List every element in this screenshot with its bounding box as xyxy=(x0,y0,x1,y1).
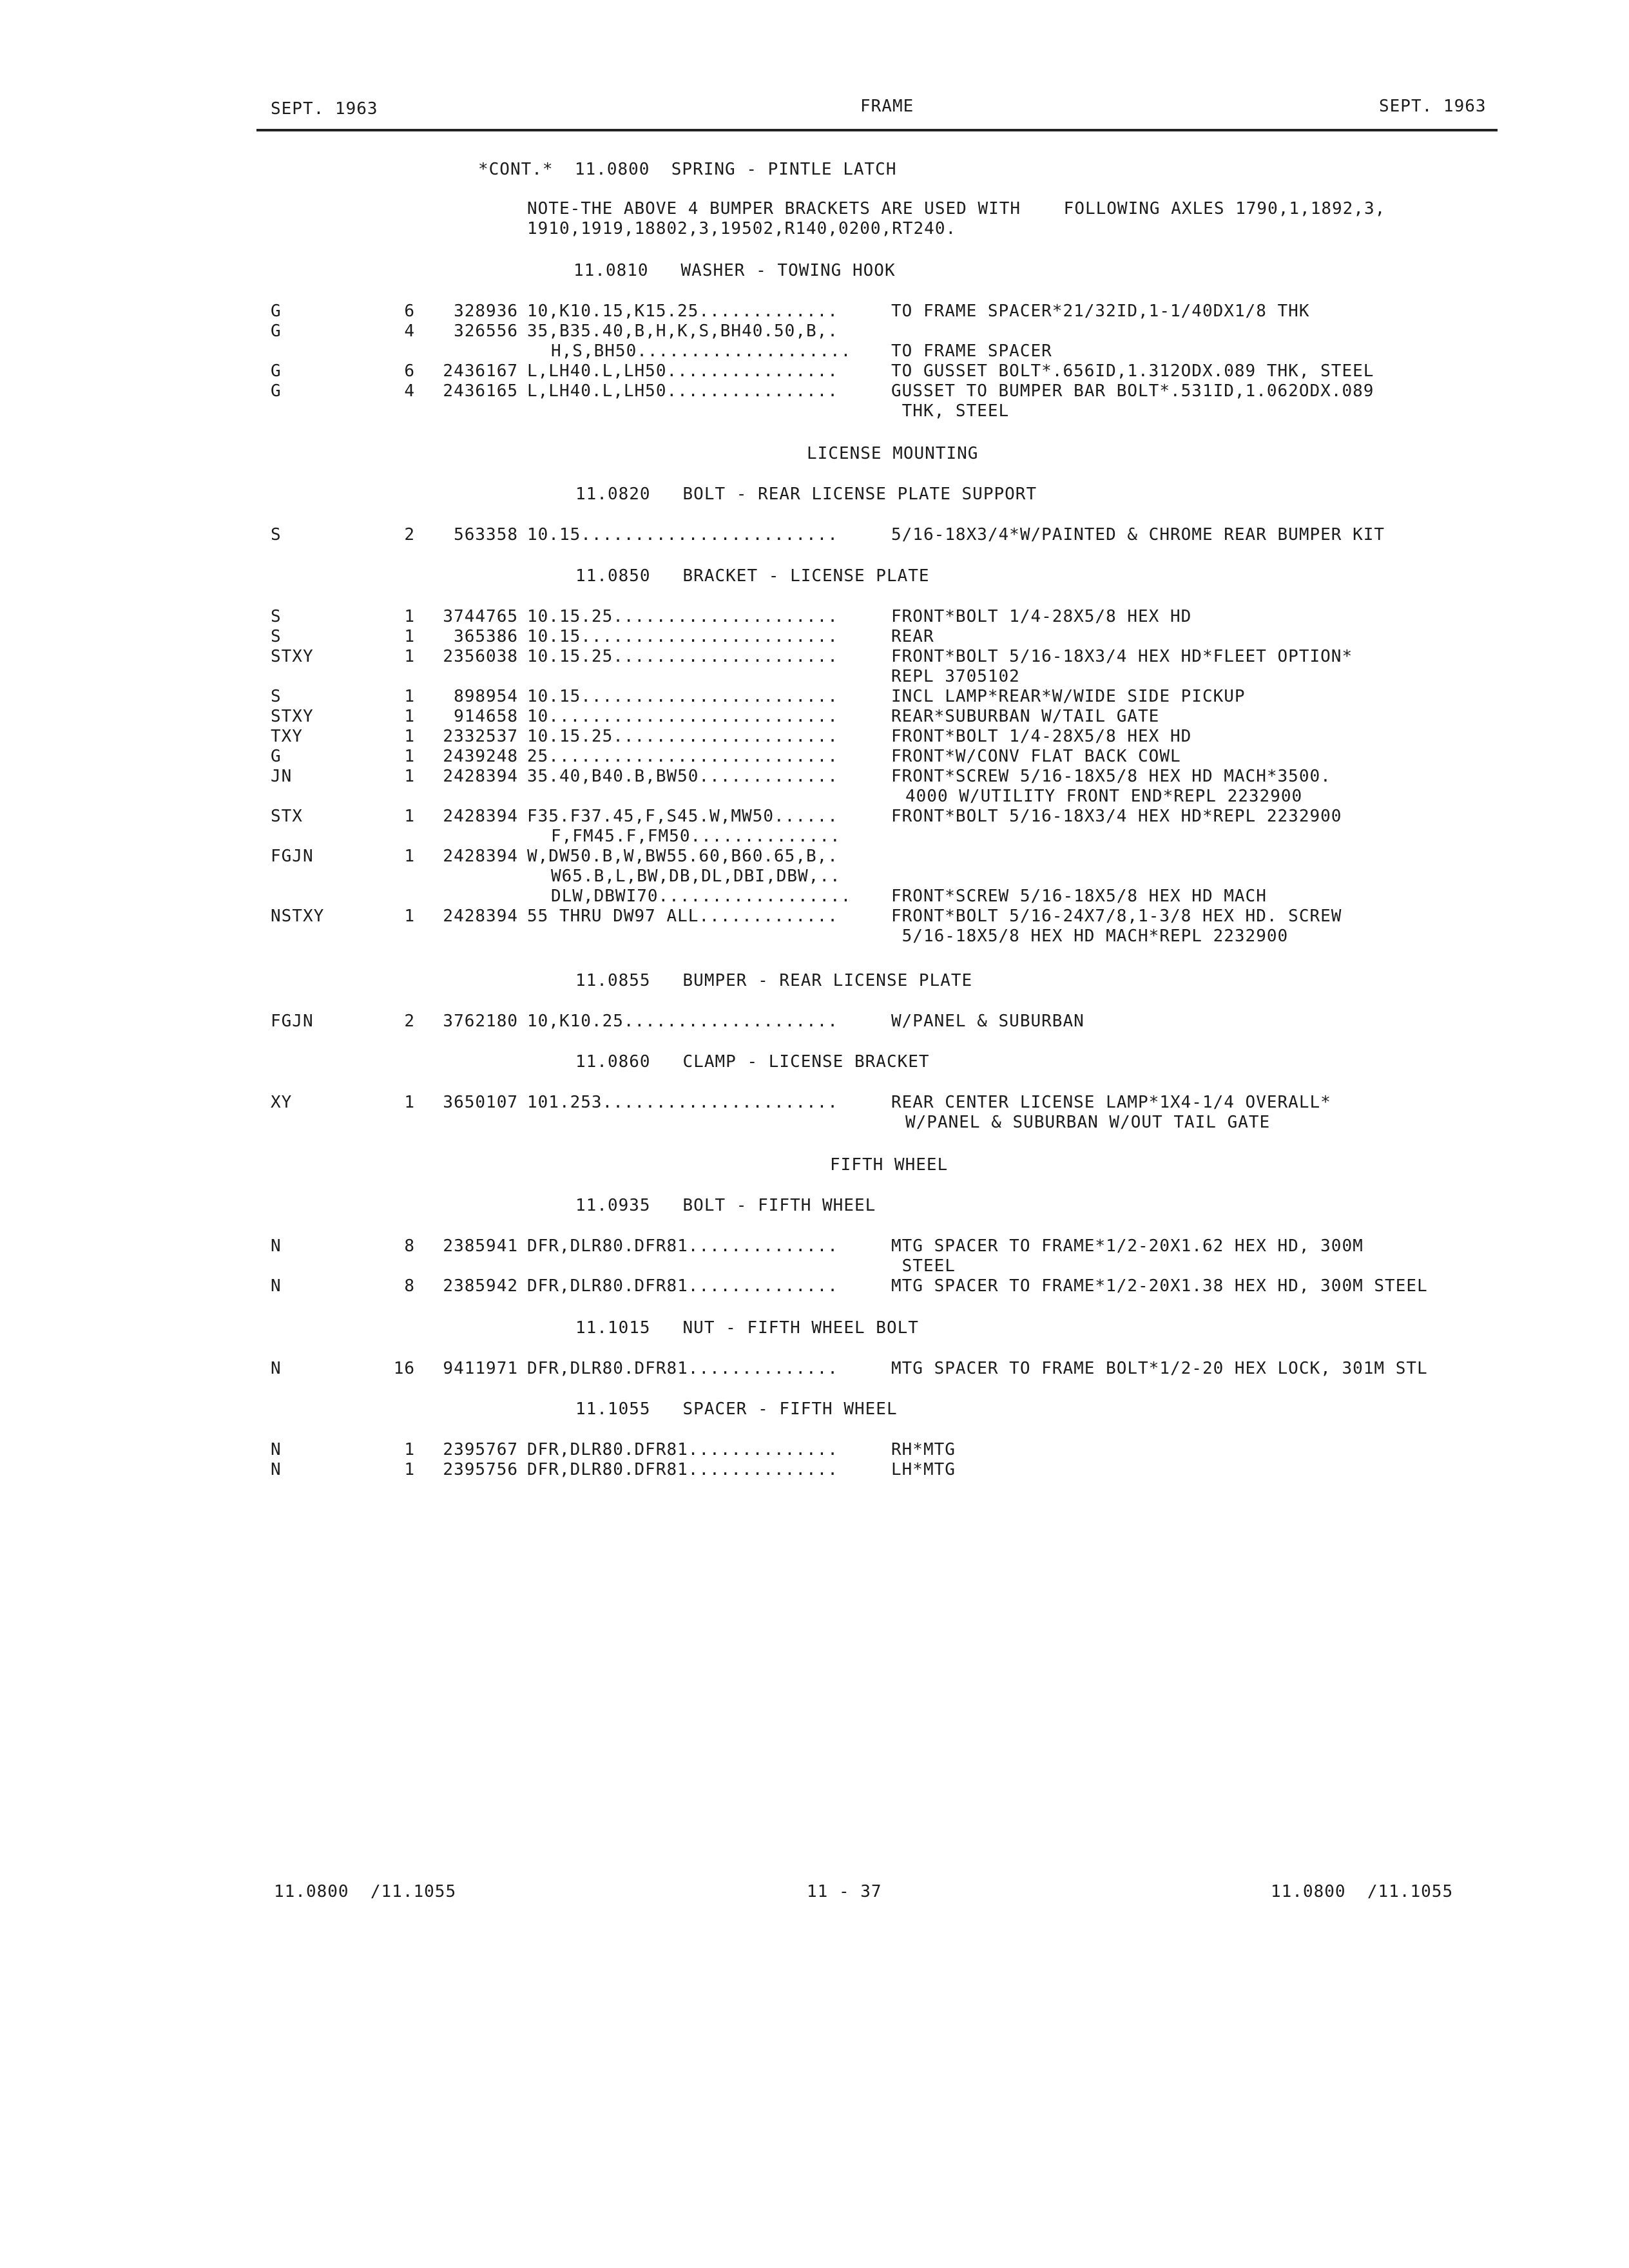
row-models: 25........................... xyxy=(527,747,838,766)
row-description: FRONT*BOLT 5/16-18X3/4 HEX HD*REPL 2232900 xyxy=(891,807,1342,826)
header-title: FRAME xyxy=(860,97,914,116)
row-part-number: 3650107 xyxy=(443,1093,518,1112)
row-part-number: 2332537 xyxy=(443,727,518,746)
row-models: 10.15.25..................... xyxy=(527,607,838,626)
row-models: 55 THRU DW97 ALL............. xyxy=(527,907,838,926)
row-qty: 1 xyxy=(404,907,415,926)
row-code: NSTXY xyxy=(271,907,325,926)
row-part-number: 2428394 xyxy=(443,807,518,826)
row-models: 101.253...................... xyxy=(527,1093,838,1112)
section-heading-11-1015: 11.1015 NUT - FIFTH WHEEL BOLT xyxy=(575,1318,919,1338)
row-part-number: 2395767 xyxy=(443,1440,518,1459)
row-models: DFR,DLR80.DFR81.............. xyxy=(527,1440,838,1459)
row-code: STX xyxy=(271,807,303,826)
row-qty: 1 xyxy=(404,747,415,766)
row-code: STXY xyxy=(271,707,314,726)
row-part-number: 2428394 xyxy=(443,847,518,866)
row-part-number: 2356038 xyxy=(443,647,518,666)
row-description: REAR*SUBURBAN W/TAIL GATE xyxy=(891,707,1160,726)
row-models: L,LH40.L,LH50................ xyxy=(527,381,838,401)
row-description: FRONT*BOLT 5/16-18X3/4 HEX HD*FLEET OPTION* xyxy=(891,647,1353,666)
row-qty: 6 xyxy=(404,302,415,321)
row-code: JN xyxy=(271,767,293,786)
row-qty: 1 xyxy=(404,647,415,666)
row-description: 5/16-18X3/4*W/PAINTED & CHROME REAR BUMPER KIT xyxy=(891,525,1385,544)
row-description: STEEL xyxy=(891,1256,956,1276)
row-part-number: 3744765 xyxy=(443,607,518,626)
row-code: N xyxy=(271,1440,282,1459)
row-description: LH*MTG xyxy=(891,1460,956,1479)
row-description: TO FRAME SPACER*21/32ID,1-1/40DX1/8 THK xyxy=(891,302,1310,321)
row-models: 10.15.25..................... xyxy=(527,727,838,746)
section-heading-11-0850: 11.0850 BRACKET - LICENSE PLATE xyxy=(575,566,930,586)
row-qty: 2 xyxy=(404,1012,415,1031)
row-models: H,S,BH50.................... xyxy=(551,341,852,361)
row-models: DLW,DBWI70.................. xyxy=(551,887,852,906)
row-models: 10,K10.25.................... xyxy=(527,1012,838,1031)
row-description: FRONT*BOLT 1/4-28X5/8 HEX HD xyxy=(891,727,1192,746)
row-code: N xyxy=(271,1276,282,1296)
row-qty: 1 xyxy=(404,767,415,786)
row-description: FRONT*SCREW 5/16-18X5/8 HEX HD MACH xyxy=(891,887,1267,906)
section-heading-11-0935: 11.0935 BOLT - FIFTH WHEEL xyxy=(575,1196,876,1215)
row-code: N xyxy=(271,1236,282,1256)
row-models: 10........................... xyxy=(527,707,838,726)
row-description: REAR CENTER LICENSE LAMP*1X4-1/4 OVERALL* xyxy=(891,1093,1331,1112)
row-qty: 1 xyxy=(404,687,415,706)
row-code: G xyxy=(271,381,282,401)
row-qty: 2 xyxy=(404,525,415,544)
group-heading-fifth-wheel: FIFTH WHEEL xyxy=(830,1155,949,1175)
row-qty: 4 xyxy=(404,322,415,341)
row-part-number: 2428394 xyxy=(443,907,518,926)
row-code: S xyxy=(271,525,282,544)
header-rule xyxy=(256,129,1498,131)
row-models: 10.15........................ xyxy=(527,525,838,544)
row-qty: 1 xyxy=(404,1460,415,1479)
row-part-number: 9411971 xyxy=(443,1359,518,1378)
section-heading-11-0810: 11.0810 WASHER - TOWING HOOK xyxy=(574,261,896,280)
row-models: 10,K10.15,K15.25............. xyxy=(527,302,838,321)
row-code: S xyxy=(271,687,282,706)
row-description: FRONT*W/CONV FLAT BACK COWL xyxy=(891,747,1181,766)
group-heading-license-mounting: LICENSE MOUNTING xyxy=(807,444,979,463)
row-qty: 1 xyxy=(404,707,415,726)
row-part-number: 2385941 xyxy=(443,1236,518,1256)
row-description: TO FRAME SPACER xyxy=(891,341,1052,361)
note-line-1: NOTE-THE ABOVE 4 BUMPER BRACKETS ARE USED WITH FOLLOWING AXLES 1790,1,1892,3, xyxy=(527,199,1386,218)
row-code: G xyxy=(271,747,282,766)
row-code: FGJN xyxy=(271,1012,314,1031)
row-qty: 1 xyxy=(404,1440,415,1459)
row-models: 35.40,B40.B,BW50............. xyxy=(527,767,838,786)
row-qty: 8 xyxy=(404,1276,415,1296)
row-code: STXY xyxy=(271,647,314,666)
row-description: MTG SPACER TO FRAME*1/2-20X1.38 HEX HD, 300M STEEL xyxy=(891,1276,1428,1296)
row-part-number: 326556 xyxy=(454,322,518,341)
row-description: RH*MTG xyxy=(891,1440,956,1459)
row-qty: 1 xyxy=(404,847,415,866)
row-qty: 16 xyxy=(393,1359,415,1378)
row-models: 10.15........................ xyxy=(527,627,838,646)
row-qty: 1 xyxy=(404,807,415,826)
row-description: GUSSET TO BUMPER BAR BOLT*.531ID,1.062ODX.089 xyxy=(891,381,1374,401)
note-line-2: 1910,1919,18802,3,19502,R140,0200,RT240. xyxy=(527,219,957,238)
row-description: FRONT*BOLT 1/4-28X5/8 HEX HD xyxy=(891,607,1192,626)
row-code: N xyxy=(271,1359,282,1378)
footer-left-range: 11.0800 /11.1055 xyxy=(274,1882,457,1901)
row-models: 10.15........................ xyxy=(527,687,838,706)
row-qty: 4 xyxy=(404,381,415,401)
section-heading-11-1055: 11.1055 SPACER - FIFTH WHEEL xyxy=(575,1399,898,1419)
row-part-number: 2395756 xyxy=(443,1460,518,1479)
row-models: DFR,DLR80.DFR81.............. xyxy=(527,1460,838,1479)
row-code: G xyxy=(271,302,282,321)
row-code: TXY xyxy=(271,727,303,746)
row-part-number: 2436165 xyxy=(443,381,518,401)
row-qty: 6 xyxy=(404,361,415,381)
row-code: S xyxy=(271,627,282,646)
row-part-number: 2436167 xyxy=(443,361,518,381)
row-code: G xyxy=(271,322,282,341)
row-part-number: 365386 xyxy=(454,627,518,646)
row-description: INCL LAMP*REAR*W/WIDE SIDE PICKUP xyxy=(891,687,1246,706)
row-models: DFR,DLR80.DFR81.............. xyxy=(527,1236,838,1256)
row-code: N xyxy=(271,1460,282,1479)
row-description: REPL 3705102 xyxy=(891,667,1020,686)
row-models: F35.F37.45,F,S45.W,MW50...... xyxy=(527,807,838,826)
row-models: DFR,DLR80.DFR81.............. xyxy=(527,1276,838,1296)
row-description: W/PANEL & SUBURBAN W/OUT TAIL GATE xyxy=(905,1113,1271,1132)
row-description: REAR xyxy=(891,627,934,646)
row-models: W,DW50.B,W,BW55.60,B60.65,B,. xyxy=(527,847,838,866)
row-models: L,LH40.L,LH50................ xyxy=(527,361,838,381)
row-description: TO GUSSET BOLT*.656ID,1.312ODX.089 THK, STEEL xyxy=(891,361,1374,381)
row-code: XY xyxy=(271,1093,293,1112)
row-models: W65.B,L,BW,DB,DL,DBI,DBW,.. xyxy=(551,867,841,886)
row-part-number: 2385942 xyxy=(443,1276,518,1296)
row-part-number: 2428394 xyxy=(443,767,518,786)
row-part-number: 914658 xyxy=(454,707,518,726)
row-description: FRONT*SCREW 5/16-18X5/8 HEX HD MACH*3500. xyxy=(891,767,1331,786)
row-code: G xyxy=(271,361,282,381)
row-code: S xyxy=(271,607,282,626)
row-code: FGJN xyxy=(271,847,314,866)
row-part-number: 563358 xyxy=(454,525,518,544)
row-qty: 8 xyxy=(404,1236,415,1256)
row-description: MTG SPACER TO FRAME*1/2-20X1.62 HEX HD, 300M xyxy=(891,1236,1364,1256)
row-models: F,FM45.F,FM50.............. xyxy=(551,827,841,846)
row-models: 10.15.25..................... xyxy=(527,647,838,666)
page-number: 11 - 37 xyxy=(807,1882,882,1901)
row-part-number: 898954 xyxy=(454,687,518,706)
row-description: 5/16-18X5/8 HEX HD MACH*REPL 2232900 xyxy=(891,927,1289,946)
row-qty: 1 xyxy=(404,627,415,646)
row-qty: 1 xyxy=(404,607,415,626)
row-part-number: 3762180 xyxy=(443,1012,518,1031)
header-right-date: SEPT. 1963 xyxy=(1379,97,1487,116)
row-description: 4000 W/UTILITY FRONT END*REPL 2232900 xyxy=(905,787,1303,806)
row-description: FRONT*BOLT 5/16-24X7/8,1-3/8 HEX HD. SCREW xyxy=(891,907,1342,926)
continued-heading: *CONT.* 11.0800 SPRING - PINTLE LATCH xyxy=(478,160,897,179)
row-qty: 1 xyxy=(404,727,415,746)
row-description: MTG SPACER TO FRAME BOLT*1/2-20 HEX LOCK, 301M STL xyxy=(891,1359,1428,1378)
section-heading-11-0860: 11.0860 CLAMP - LICENSE BRACKET xyxy=(575,1052,930,1072)
row-qty: 1 xyxy=(404,1093,415,1112)
row-description: THK, STEEL xyxy=(891,401,1010,421)
row-description: W/PANEL & SUBURBAN xyxy=(891,1012,1084,1031)
section-heading-11-0820: 11.0820 BOLT - REAR LICENSE PLATE SUPPORT xyxy=(575,485,1037,504)
section-heading-11-0855: 11.0855 BUMPER - REAR LICENSE PLATE xyxy=(575,971,973,990)
row-models: DFR,DLR80.DFR81.............. xyxy=(527,1359,838,1378)
row-part-number: 2439248 xyxy=(443,747,518,766)
row-part-number: 328936 xyxy=(454,302,518,321)
header-left-date: SEPT. 1963 xyxy=(271,99,378,119)
footer-right-range: 11.0800 /11.1055 xyxy=(1271,1882,1454,1901)
row-models: 35,B35.40,B,H,K,S,BH40.50,B,. xyxy=(527,322,838,341)
